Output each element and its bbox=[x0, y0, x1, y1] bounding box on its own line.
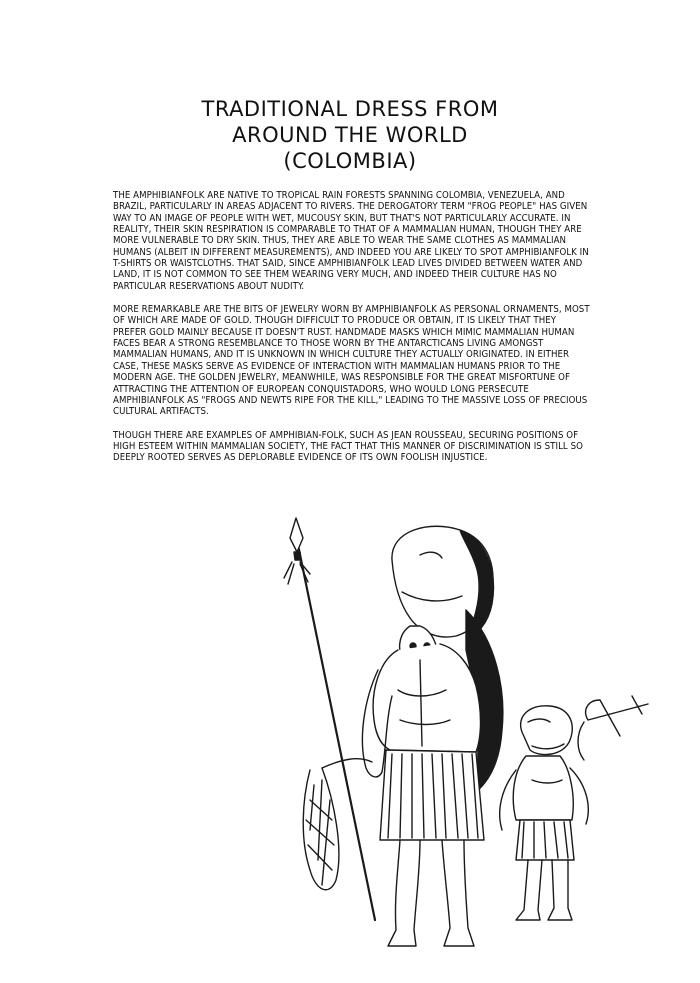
title-line-2: AROUND THE WORLD bbox=[232, 123, 468, 147]
paragraph-1: THE AMPHIBIANFOLK ARE NATIVE TO TROPICAL RAIN FORESTS SPANNING COLOMBIA, VENEZUELA, AND BRAZIL, PARTICULARLY IN AREAS ADJACENT TO RIVERS. THE DEROGATORY TERM "FROG PEOPLE" HAS GIVEN WAY TO AN IMAGE OF PEOPLE WITH WET, MUCOUSY SKIN, BUT THAT'S NOT PARTICULARLY ACCURATE. IN REALITY, THEIR SKIN RESPIRATION IS COMPARABLE TO THAT OF A MAMMALIAN HUMAN, THOUGH THEY ARE MORE VULNERABLE TO DRY SKIN. THUS, THEY ARE ABLE TO WEAR THE SAME CLOTHES AS MAMMALIAN HUMANS (ALBEIT IN DIFFERENT MEASUREMENTS), AND INDEED YOU ARE LIKELY TO SPOT AMPHIBIANFOLK IN T-SHIRTS OR WAISTCLOTHS. THAT SAID, SINCE AMPHIBIANFOLK LEAD LIVES DIVIDED BETWEEN WATER AND LAND, IT IS NOT COMMON TO SEE THEM WEARING VERY MUCH, AND INDEED THEIR CULTURE HAS NO PARTICULAR RESERVATIONS ABOUT NUDITY. bbox=[113, 190, 589, 292]
article-body bbox=[113, 190, 591, 476]
title-line-3: (COLOMBIA) bbox=[283, 149, 417, 173]
net-bag-drawing bbox=[303, 759, 372, 890]
child-frog-figure bbox=[500, 696, 648, 920]
paragraph-2: MORE REMARKABLE ARE THE BITS OF JEWELRY WORN BY AMPHIBIANFOLK AS PERSONAL ORNAMENTS, MOST OF WHICH ARE MADE OF GOLD. THOUGH DIFFICULT TO PRODUCE OR OBTAIN, IT IS LIKELY THAT THEY PREFER GOLD MAINLY BECAUSE IT DOESN'T RUST. HANDMADE MASKS WHICH MIMIC MAMMALIAN HUMAN FACES BEAR A STRONG RESEMBLANCE TO THOSE WORN BY THE ANTARCTICANS LIVING AMONGST MAMMALIAN HUMANS, AND IT IS UNKNOWN IN WHICH CULTURE THEY ACTUALLY ORIGINATED. IN EITHER CASE, THESE MASKS SERVE AS EVIDENCE OF INTERACTION WITH MAMMALIAN HUMANS PRIOR TO THE MODERN AGE. THE GOLDEN JEWELRY, MEANWHILE, WAS RESPONSIBLE FOR THE GREAT MISFORTUNE OF ATTRACTING THE ATTENTION OF EUROPEAN CONQUISTADORS, WHO WOULD LONG PERSECUTE AMPHIBIANFOLK AS "FROGS AND NEWTS RIPE FOR THE KILL," LEADING TO THE MASSIVE LOSS OF PRECIOUS CULTURAL ARTIFACTS. bbox=[113, 304, 590, 418]
page-title bbox=[150, 96, 550, 174]
paragraph-3: THOUGH THERE ARE EXAMPLES OF AMPHIBIAN-FOLK, SUCH AS JEAN ROUSSEAU, SECURING POSITIONS OF HIGH ESTEEM WITHIN MAMMALIAN SOCIETY, THE FACT THAT THIS MANNER OF DISCRIMINATION IS STILL SO DEEPLY ROOTED SERVES AS DEPLORABLE EVIDENCE OF ITS OWN FOOLISH INJUSTICE. bbox=[113, 429, 583, 464]
amphibianfolk-illustration bbox=[270, 500, 700, 970]
title-line-1: TRADITIONAL DRESS FROM bbox=[201, 97, 499, 121]
adult-frog-figure bbox=[362, 526, 502, 946]
spear-drawing bbox=[284, 518, 375, 920]
